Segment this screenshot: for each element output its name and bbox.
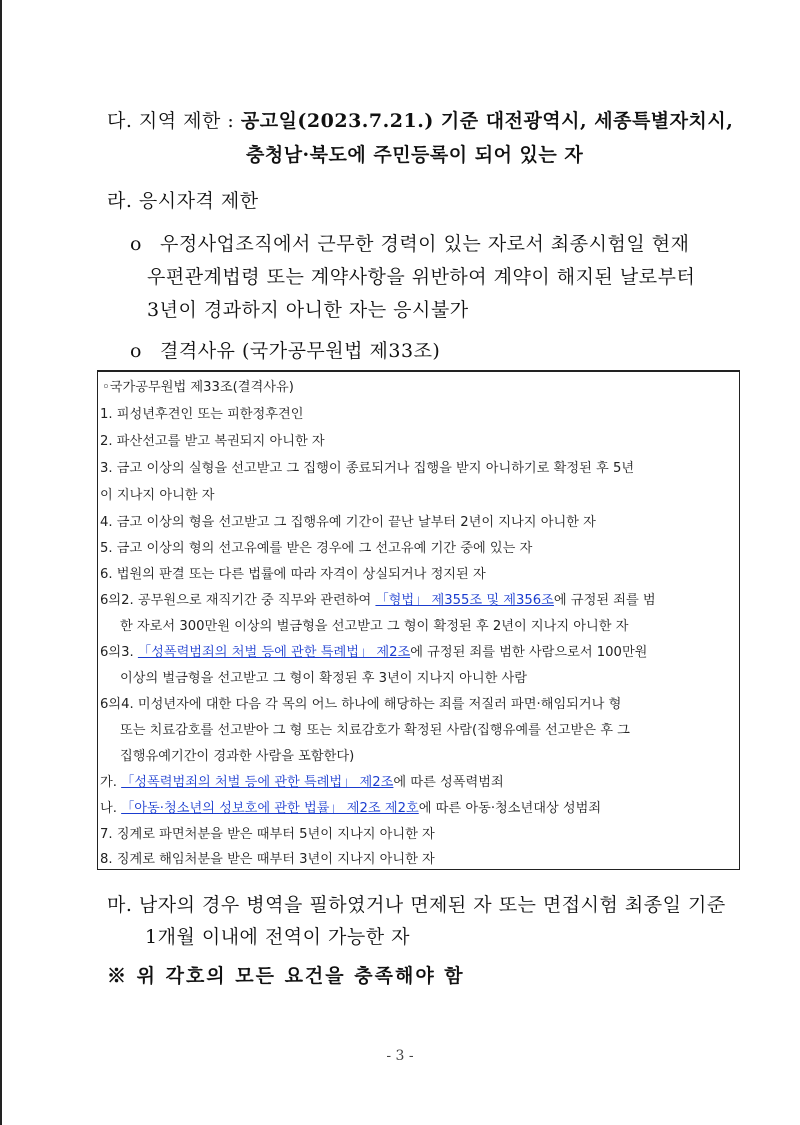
section-da-bold2: 충청남·북도에 주민등록이 되어 있는 자 (246, 144, 584, 166)
item-6-3-text-post: 에 규정된 죄를 범한 사람으로서 100만원 (410, 645, 648, 660)
bullet-circle-icon: o (130, 340, 142, 362)
page-left-edge (0, 0, 2, 1125)
section-ra-item1-line1 (130, 229, 689, 256)
item-na-prefix: 나. (100, 801, 122, 816)
box-item-6-4c: 집행유예기간이 경과한 사람을 포함한다) (120, 749, 355, 764)
section-ma-line1: 마. 남자의 경우 병역을 필하였거나 면제된 자 또는 면접시험 최종일 기준 (107, 894, 726, 916)
box-item-3b: 이 지나지 아니한 자 (100, 488, 215, 503)
item-6-2-text: 6의2. 공무원으로 재직기간 중 직무와 관련하여 (100, 593, 376, 608)
section-ra-item1-line3: 3년이 경과하지 아니한 자는 응시불가 (147, 299, 469, 321)
box-item-6-3a (100, 641, 647, 660)
item-na-text-post: 에 따른 아동·청소년대상 성범죄 (418, 801, 602, 816)
page-number: - 3 - (386, 1048, 414, 1064)
section-ra-item2 (130, 336, 440, 363)
box-item-8: 8. 징계로 해임처분을 받은 때부터 3년이 지나지 아니한 자 (100, 852, 435, 867)
law-link-sexual-violence-act[interactable]: 「성폭력범죄의 처벌 등에 관한 특례법」 제2조 (137, 645, 411, 660)
law-link-criminal-act[interactable]: 「형법」 제355조 및 제356조 (375, 593, 554, 608)
item-ga-prefix: 가. (100, 775, 122, 790)
box-item-6-4a: 6의4. 미성년자에 대한 다음 각 목의 어느 하나에 해당하는 죄를 저질러 파면·해임되거나 형 (100, 697, 622, 712)
section-ma-line2: 1개월 이내에 전역이 가능한 자 (145, 926, 410, 948)
box-item-6: 6. 법원의 판결 또는 다른 법률에 따라 자격이 상실되거나 정지된 자 (100, 567, 486, 582)
item-ga-text-post: 에 따른 성폭력범죄 (393, 775, 504, 790)
section-ra-item1-line2: 우편관계법령 또는 계약사항을 위반하여 계약이 해지된 날로부터 (147, 266, 696, 288)
box-item-na (100, 797, 601, 816)
box-item-6-2b: 한 자로서 300만원 이상의 벌금형을 선고받고 그 형이 확정된 후 2년이 지나지 아니한 자 (120, 619, 629, 634)
item-6-2-text-post: 에 규정된 죄를 범 (553, 593, 656, 608)
box-item-4: 4. 금고 이상의 형을 선고받고 그 집행유예 기간이 끝난 날부터 2년이 지나지 아니한 자 (100, 515, 596, 530)
item-6-3-prefix: 6의3. (100, 645, 138, 660)
law-link-sexual-violence-act-2[interactable]: 「성폭력범죄의 처벌 등에 관한 특례법」 제2조 (121, 775, 394, 790)
law-link-youth-protection-act[interactable]: 「아동·청소년의 성보호에 관한 법률」 제2조 제2호 (121, 801, 419, 816)
box-item-6-4b: 또는 치료감호를 선고받아 그 형 또는 치료감호가 확정된 사람(집행유예를 선고받은 후 그 (120, 723, 630, 738)
bullet-circle-icon: o (130, 233, 142, 255)
box-item-2: 2. 파산선고를 받고 복권되지 아니한 자 (100, 434, 325, 449)
section-da-prefix: 다. 지역 제한 : (107, 110, 241, 132)
disqualification-box (97, 370, 740, 870)
box-item-5: 5. 금고 이상의 형의 선고유예를 받은 경우에 그 선고유예 기간 중에 있는 자 (100, 541, 533, 556)
box-item-1: 1. 피성년후견인 또는 피한정후견인 (100, 407, 304, 422)
section-da-line1 (107, 106, 733, 133)
item1-text: 우정사업조직에서 근무한 경력이 있는 자로서 최종시험일 현재 (160, 233, 690, 255)
box-header: ◦국가공무원법 제33조(결격사유) (102, 380, 294, 395)
section-ra-title: 라. 응시자격 제한 (107, 190, 259, 212)
section-da-line2 (246, 140, 583, 167)
box-item-6-2a (100, 589, 656, 608)
item2-text: 결격사유 (국가공무원법 제33조) (160, 340, 441, 362)
box-item-6-3b: 이상의 벌금형을 선고받고 그 형이 확정된 후 3년이 지나지 아니한 사람 (120, 671, 528, 686)
section-da-bold1: 공고일(2023.7.21.) 기준 대전광역시, 세종특별자치시, (240, 110, 734, 132)
box-item-3a: 3. 금고 이상의 실형을 선고받고 그 집행이 종료되거나 집행을 받지 아니하기로 확정된 후 5년 (100, 461, 635, 476)
box-item-7: 7. 징계로 파면처분을 받은 때부터 5년이 지나지 아니한 자 (100, 827, 435, 842)
box-item-ga (100, 771, 504, 790)
requirements-note: ※ 위 각호의 모든 요건을 충족해야 함 (107, 965, 465, 987)
